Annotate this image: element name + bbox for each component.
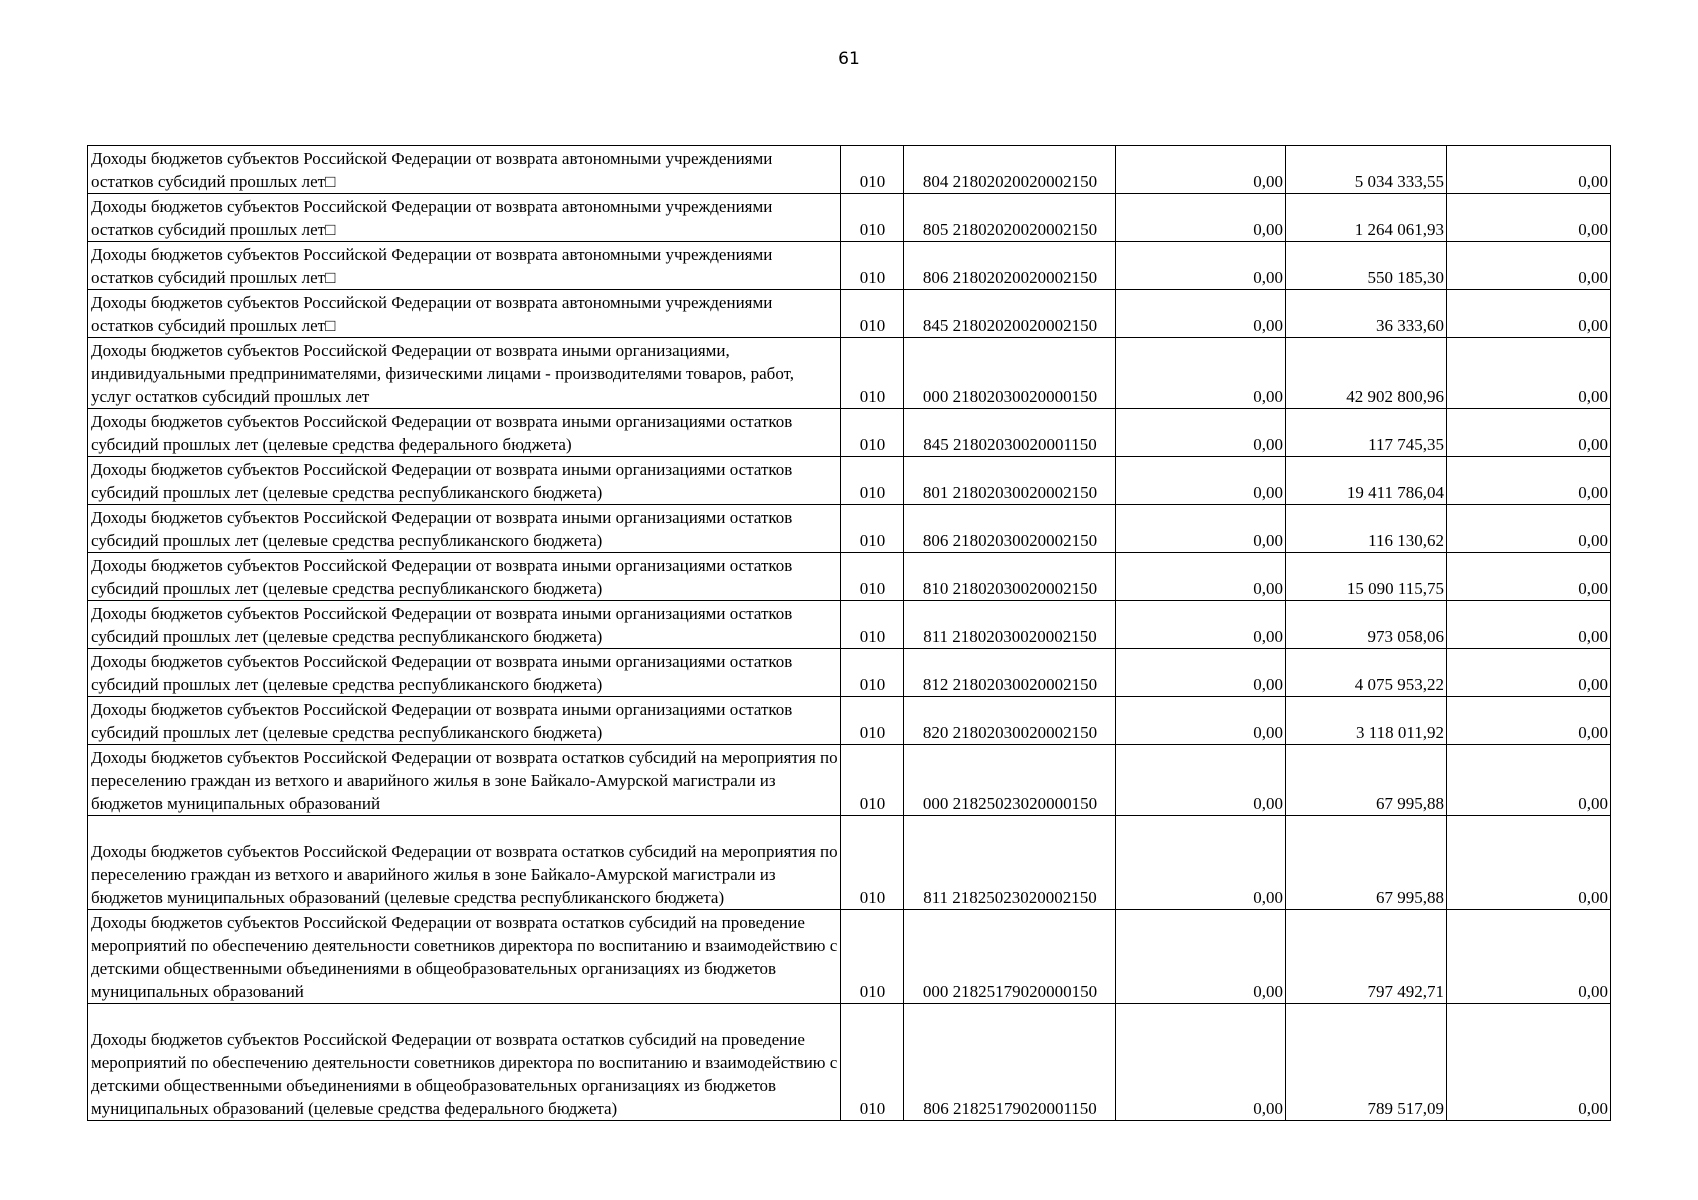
revenue-table <box>87 145 1611 1121</box>
executed-amount-cell: 3 118 011,92 <box>1286 697 1447 745</box>
description-cell: Доходы бюджетов субъектов Российской Федерации от возврата иными организациями остатков субсидий прошлых лет (целевые средства республиканского бюджета) <box>88 457 841 505</box>
executed-amount-cell: 789 517,09 <box>1286 1004 1447 1121</box>
executed-amount-cell: 15 090 115,75 <box>1286 553 1447 601</box>
table-row <box>88 146 1611 194</box>
budget-classification-code-cell: 000 21802030020000150 <box>904 338 1116 409</box>
approved-amount-cell: 0,00 <box>1116 601 1286 649</box>
line-code-cell: 010 <box>841 505 904 553</box>
description-cell: Доходы бюджетов субъектов Российской Федерации от возврата иными организациями остатков субсидий прошлых лет (целевые средства республиканского бюджета) <box>88 505 841 553</box>
table-row <box>88 745 1611 816</box>
table-row <box>88 242 1611 290</box>
unexecuted-amount-cell: 0,00 <box>1447 409 1611 457</box>
line-code-cell: 010 <box>841 816 904 910</box>
table-row <box>88 1004 1611 1121</box>
description-cell: Доходы бюджетов субъектов Российской Федерации от возврата автономными учреждениями остатков субсидий прошлых лет□ <box>88 146 841 194</box>
line-code-cell: 010 <box>841 697 904 745</box>
description-cell: Доходы бюджетов субъектов Российской Федерации от возврата иными организациями, индивидуальными предпринимателями, физическими лицами - производителями товаров, работ, услуг остатков субсидий прошлых лет <box>88 338 841 409</box>
unexecuted-amount-cell: 0,00 <box>1447 505 1611 553</box>
executed-amount-cell: 42 902 800,96 <box>1286 338 1447 409</box>
unexecuted-amount-cell: 0,00 <box>1447 697 1611 745</box>
description-cell: Доходы бюджетов субъектов Российской Федерации от возврата иными организациями остатков субсидий прошлых лет (целевые средства республиканского бюджета) <box>88 553 841 601</box>
budget-classification-code-cell: 000 21825179020000150 <box>904 910 1116 1004</box>
executed-amount-cell: 19 411 786,04 <box>1286 457 1447 505</box>
description-cell: Доходы бюджетов субъектов Российской Федерации от возврата остатков субсидий на проведение мероприятий по обеспечению деятельности советников директора по воспитанию и взаимодействию с детскими общественными объединениями в общеобразовательных организациях из бюджетов муниципальных образований (целевые средства федерального бюджета) <box>88 1004 841 1121</box>
approved-amount-cell: 0,00 <box>1116 1004 1286 1121</box>
budget-classification-code-cell: 845 21802020020002150 <box>904 290 1116 338</box>
unexecuted-amount-cell: 0,00 <box>1447 338 1611 409</box>
unexecuted-amount-cell: 0,00 <box>1447 910 1611 1004</box>
unexecuted-amount-cell: 0,00 <box>1447 1004 1611 1121</box>
budget-classification-code-cell: 806 21825179020001150 <box>904 1004 1116 1121</box>
executed-amount-cell: 797 492,71 <box>1286 910 1447 1004</box>
table-row <box>88 553 1611 601</box>
approved-amount-cell: 0,00 <box>1116 553 1286 601</box>
unexecuted-amount-cell: 0,00 <box>1447 290 1611 338</box>
approved-amount-cell: 0,00 <box>1116 697 1286 745</box>
unexecuted-amount-cell: 0,00 <box>1447 146 1611 194</box>
executed-amount-cell: 67 995,88 <box>1286 745 1447 816</box>
budget-classification-code-cell: 812 21802030020002150 <box>904 649 1116 697</box>
executed-amount-cell: 550 185,30 <box>1286 242 1447 290</box>
description-cell: Доходы бюджетов субъектов Российской Федерации от возврата остатков субсидий на мероприятия по переселению граждан из ветхого и аварийного жилья в зоне Байкало-Амурской магистрали из бюджетов муниципальных образований <box>88 745 841 816</box>
description-cell: Доходы бюджетов субъектов Российской Федерации от возврата иными организациями остатков субсидий прошлых лет (целевые средства федерального бюджета) <box>88 409 841 457</box>
line-code-cell: 010 <box>841 457 904 505</box>
line-code-cell: 010 <box>841 146 904 194</box>
budget-classification-code-cell: 811 21825023020002150 <box>904 816 1116 910</box>
line-code-cell: 010 <box>841 910 904 1004</box>
description-cell: Доходы бюджетов субъектов Российской Федерации от возврата автономными учреждениями остатков субсидий прошлых лет□ <box>88 290 841 338</box>
approved-amount-cell: 0,00 <box>1116 242 1286 290</box>
approved-amount-cell: 0,00 <box>1116 194 1286 242</box>
unexecuted-amount-cell: 0,00 <box>1447 242 1611 290</box>
description-cell: Доходы бюджетов субъектов Российской Федерации от возврата остатков субсидий на проведение мероприятий по обеспечению деятельности советников директора по воспитанию и взаимодействию с детскими общественными объединениями в общеобразовательных организациях из бюджетов муниципальных образований <box>88 910 841 1004</box>
line-code-cell: 010 <box>841 338 904 409</box>
budget-classification-code-cell: 820 21802030020002150 <box>904 697 1116 745</box>
executed-amount-cell: 117 745,35 <box>1286 409 1447 457</box>
unexecuted-amount-cell: 0,00 <box>1447 457 1611 505</box>
executed-amount-cell: 4 075 953,22 <box>1286 649 1447 697</box>
approved-amount-cell: 0,00 <box>1116 457 1286 505</box>
budget-classification-code-cell: 804 21802020020002150 <box>904 146 1116 194</box>
line-code-cell: 010 <box>841 601 904 649</box>
approved-amount-cell: 0,00 <box>1116 910 1286 1004</box>
budget-classification-code-cell: 801 21802030020002150 <box>904 457 1116 505</box>
budget-classification-code-cell: 805 21802020020002150 <box>904 194 1116 242</box>
unexecuted-amount-cell: 0,00 <box>1447 816 1611 910</box>
approved-amount-cell: 0,00 <box>1116 146 1286 194</box>
budget-classification-code-cell: 000 21825023020000150 <box>904 745 1116 816</box>
executed-amount-cell: 67 995,88 <box>1286 816 1447 910</box>
table-row <box>88 409 1611 457</box>
budget-classification-code-cell: 806 21802020020002150 <box>904 242 1116 290</box>
approved-amount-cell: 0,00 <box>1116 505 1286 553</box>
approved-amount-cell: 0,00 <box>1116 816 1286 910</box>
table-row <box>88 649 1611 697</box>
executed-amount-cell: 5 034 333,55 <box>1286 146 1447 194</box>
approved-amount-cell: 0,00 <box>1116 338 1286 409</box>
table-row <box>88 338 1611 409</box>
budget-classification-code-cell: 845 21802030020001150 <box>904 409 1116 457</box>
approved-amount-cell: 0,00 <box>1116 649 1286 697</box>
description-cell: Доходы бюджетов субъектов Российской Федерации от возврата иными организациями остатков субсидий прошлых лет (целевые средства республиканского бюджета) <box>88 649 841 697</box>
line-code-cell: 010 <box>841 649 904 697</box>
unexecuted-amount-cell: 0,00 <box>1447 194 1611 242</box>
table-body <box>88 146 1611 1121</box>
description-cell: Доходы бюджетов субъектов Российской Федерации от возврата автономными учреждениями остатков субсидий прошлых лет□ <box>88 242 841 290</box>
description-cell: Доходы бюджетов субъектов Российской Федерации от возврата иными организациями остатков субсидий прошлых лет (целевые средства республиканского бюджета) <box>88 697 841 745</box>
budget-classification-code-cell: 806 21802030020002150 <box>904 505 1116 553</box>
line-code-cell: 010 <box>841 290 904 338</box>
description-cell: Доходы бюджетов субъектов Российской Федерации от возврата остатков субсидий на мероприятия по переселению граждан из ветхого и аварийного жилья в зоне Байкало-Амурской магистрали из бюджетов муниципальных образований (целевые средства республиканского бюджета) <box>88 816 841 910</box>
table-row <box>88 457 1611 505</box>
executed-amount-cell: 116 130,62 <box>1286 505 1447 553</box>
table-row <box>88 816 1611 910</box>
line-code-cell: 010 <box>841 745 904 816</box>
executed-amount-cell: 1 264 061,93 <box>1286 194 1447 242</box>
line-code-cell: 010 <box>841 409 904 457</box>
approved-amount-cell: 0,00 <box>1116 290 1286 338</box>
page-number: 61 <box>838 49 860 69</box>
unexecuted-amount-cell: 0,00 <box>1447 649 1611 697</box>
unexecuted-amount-cell: 0,00 <box>1447 601 1611 649</box>
description-cell: Доходы бюджетов субъектов Российской Федерации от возврата автономными учреждениями остатков субсидий прошлых лет□ <box>88 194 841 242</box>
table-row <box>88 601 1611 649</box>
line-code-cell: 010 <box>841 1004 904 1121</box>
unexecuted-amount-cell: 0,00 <box>1447 745 1611 816</box>
table-row <box>88 290 1611 338</box>
table-row <box>88 697 1611 745</box>
executed-amount-cell: 36 333,60 <box>1286 290 1447 338</box>
approved-amount-cell: 0,00 <box>1116 745 1286 816</box>
line-code-cell: 010 <box>841 194 904 242</box>
executed-amount-cell: 973 058,06 <box>1286 601 1447 649</box>
unexecuted-amount-cell: 0,00 <box>1447 553 1611 601</box>
table-row <box>88 194 1611 242</box>
budget-classification-code-cell: 811 21802030020002150 <box>904 601 1116 649</box>
line-code-cell: 010 <box>841 242 904 290</box>
table-row <box>88 910 1611 1004</box>
description-cell: Доходы бюджетов субъектов Российской Федерации от возврата иными организациями остатков субсидий прошлых лет (целевые средства республиканского бюджета) <box>88 601 841 649</box>
budget-classification-code-cell: 810 21802030020002150 <box>904 553 1116 601</box>
line-code-cell: 010 <box>841 553 904 601</box>
approved-amount-cell: 0,00 <box>1116 409 1286 457</box>
table-row <box>88 505 1611 553</box>
